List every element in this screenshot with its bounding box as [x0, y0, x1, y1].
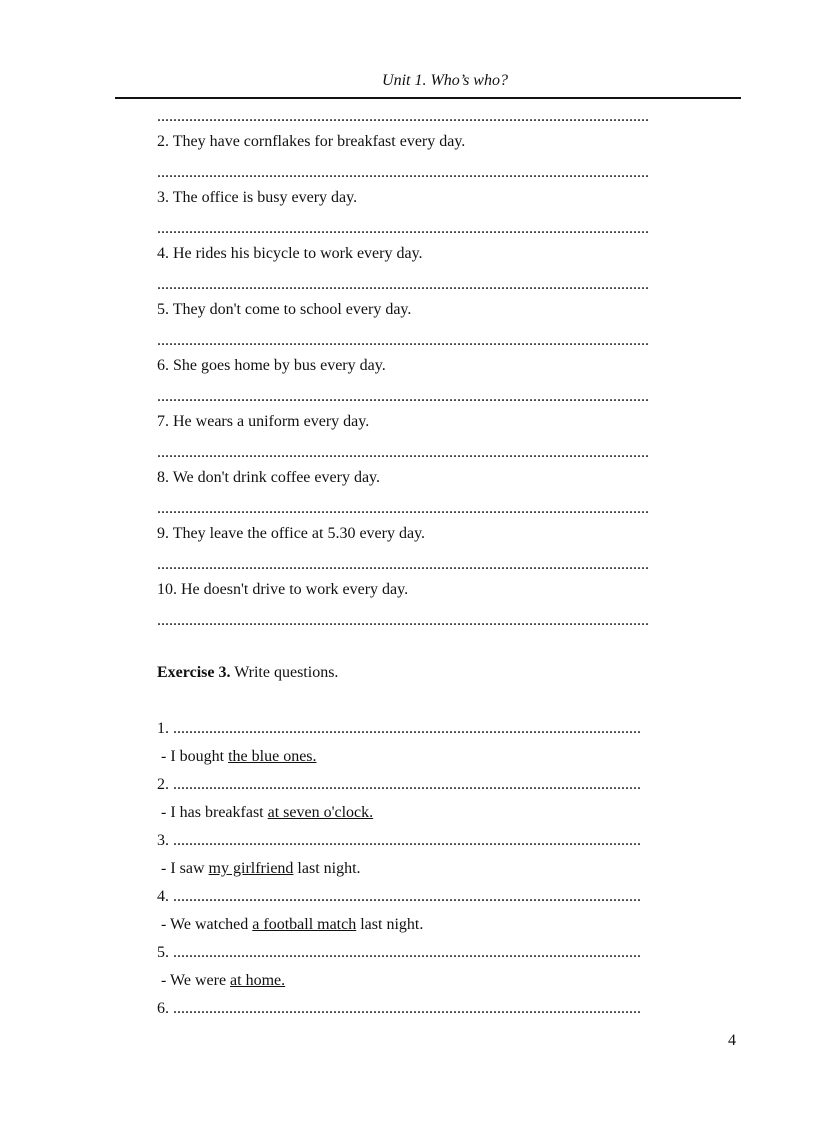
answer-4-underlined: a football match [252, 916, 357, 933]
answer-4 [157, 915, 699, 935]
question-line-1[interactable]: 1. ..................................................................................................................... [157, 720, 641, 737]
page-number: 4 [728, 1032, 736, 1049]
exercise-3-heading [157, 663, 699, 683]
answer-5-underlined: at home. [230, 972, 286, 989]
answer-1-prefix: - I bought [157, 748, 229, 765]
answer-line[interactable]: ........................................................................................................................... [157, 444, 649, 461]
sentence-3: 3. The office is busy every day. [157, 189, 358, 206]
sentence-2: 2. They have cornflakes for breakfast every day. [157, 133, 466, 150]
sentence-9: 9. They leave the office at 5.30 every day. [157, 525, 426, 542]
header-rule [115, 97, 741, 99]
sentence-7: 7. He wears a uniform every day. [157, 413, 370, 430]
page-header-title: Unit 1. Who’s who? [382, 72, 508, 89]
answer-line[interactable]: ........................................................................................................................... [157, 388, 649, 405]
sentence-10: 10. He doesn't drive to work every day. [157, 581, 409, 598]
answer-3-prefix: - I saw [157, 860, 209, 877]
answer-line[interactable]: ........................................................................................................................... [157, 276, 649, 293]
answer-2 [157, 803, 699, 823]
exercise-3-instruction: Write questions. [234, 664, 339, 681]
sentence-5: 5. They don't come to school every day. [157, 301, 412, 318]
question-line-3[interactable]: 3. ..................................................................................................................... [157, 832, 641, 849]
answer-1 [157, 747, 699, 767]
answer-3-underlined: my girlfriend [208, 860, 294, 877]
sentence-8: 8. We don't drink coffee every day. [157, 469, 380, 486]
answer-3 [157, 859, 699, 879]
question-line-2[interactable]: 2. ..................................................................................................................... [157, 776, 641, 793]
question-line-4[interactable]: 4. ..................................................................................................................... [157, 888, 641, 905]
answer-line[interactable]: ........................................................................................................................... [157, 220, 649, 237]
question-line-6[interactable]: 6. ..................................................................................................................... [157, 1000, 641, 1017]
answer-line[interactable]: ........................................................................................................................... [157, 108, 649, 125]
answer-3-suffix: last night. [293, 860, 361, 877]
answer-line[interactable]: ........................................................................................................................... [157, 332, 649, 349]
answer-4-prefix: - We watched [157, 916, 253, 933]
sentence-6: 6. She goes home by bus every day. [157, 357, 386, 374]
answer-4-suffix: last night. [356, 916, 424, 933]
answer-2-underlined: at seven o'clock. [267, 804, 374, 821]
question-line-5[interactable]: 5. ..................................................................................................................... [157, 944, 641, 961]
answer-2-prefix: - I has breakfast [157, 804, 268, 821]
answer-1-underlined: the blue ones. [228, 748, 317, 765]
answer-line[interactable]: ........................................................................................................................... [157, 164, 649, 181]
answer-line[interactable]: ........................................................................................................................... [157, 500, 649, 517]
sentence-4: 4. He rides his bicycle to work every day. [157, 245, 423, 262]
exercise-3-title: Exercise 3. [157, 664, 231, 681]
answer-line[interactable]: ........................................................................................................................... [157, 556, 649, 573]
answer-5-prefix: - We were [157, 972, 231, 989]
answer-line[interactable]: ........................................................................................................................... [157, 612, 649, 629]
answer-5 [157, 971, 699, 991]
